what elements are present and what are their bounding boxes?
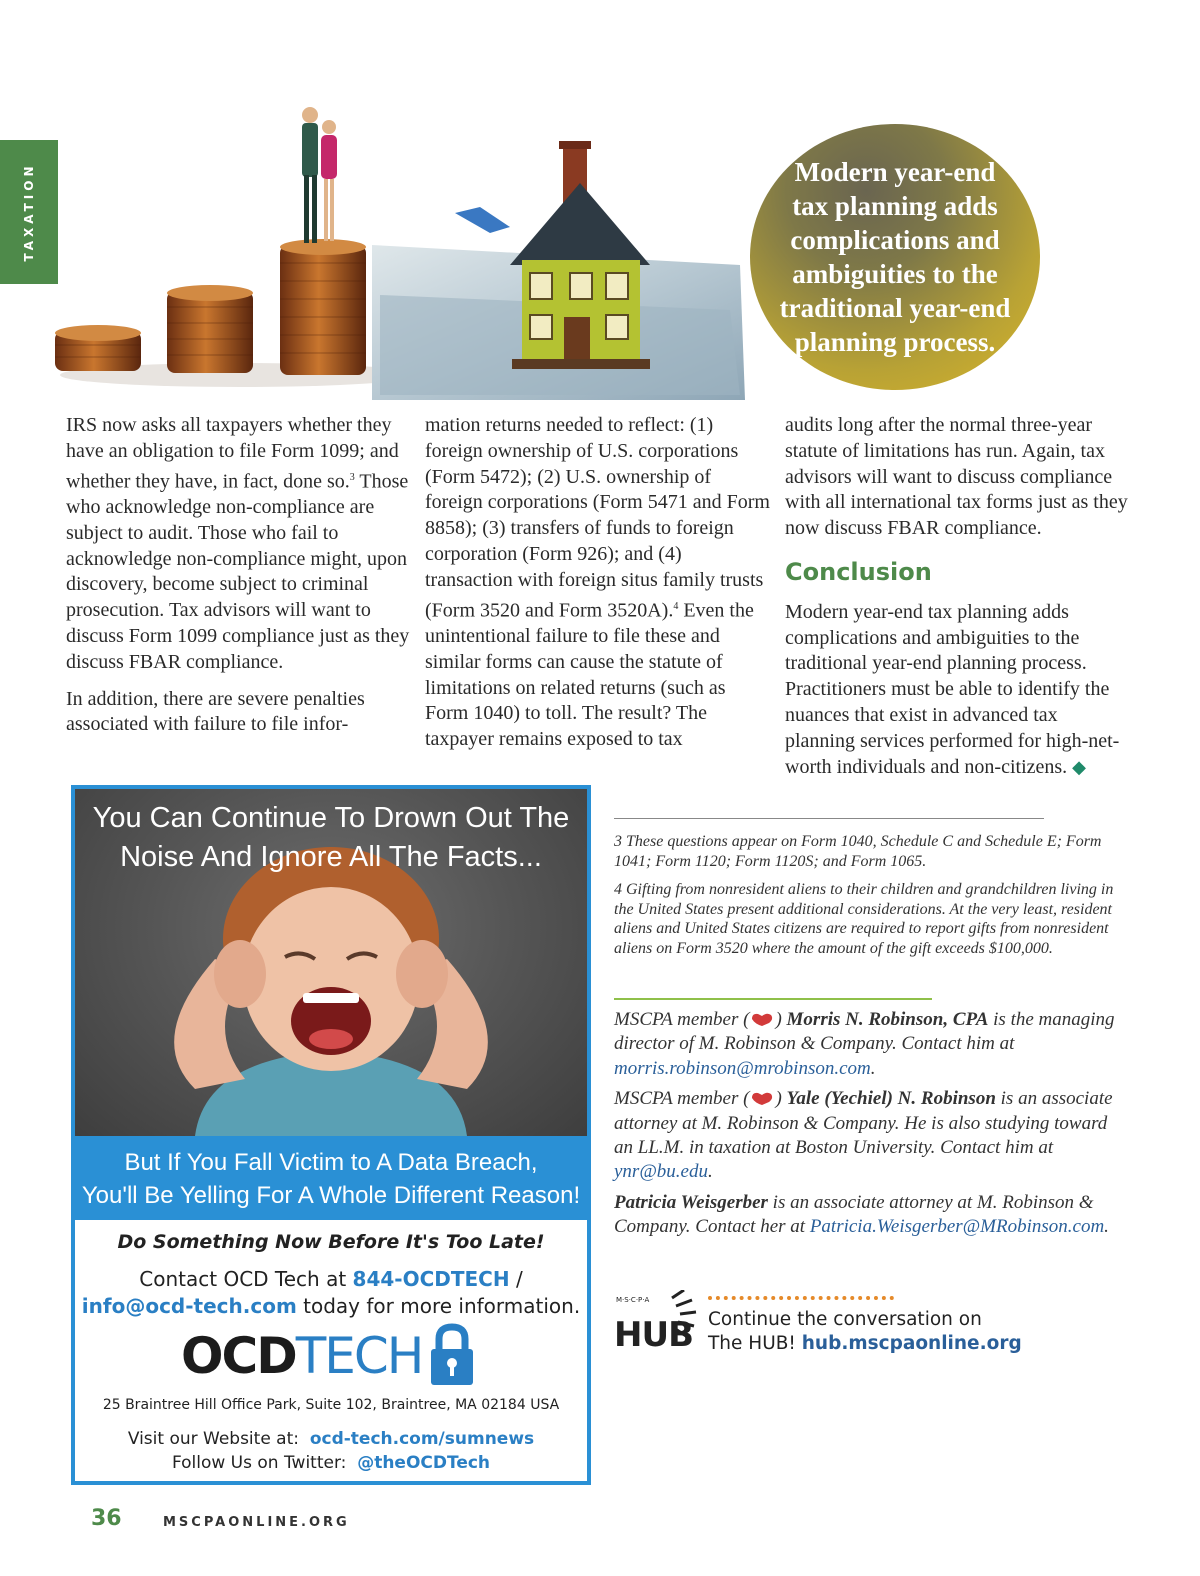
hub-dotted-rule [708, 1296, 894, 1304]
section-tab-label: TAXATION [22, 162, 36, 262]
paragraph: Modern year-end tax planning adds complications and ambiguities to the traditional year-end planning process. Practitioners must be able to identify the nuances that exist in advanced tax planning services performed for high-net-worth individuals and non-citizens. ◆ [785, 600, 1120, 778]
mscpa-hub-logo [614, 1290, 698, 1350]
paragraph: audits long after the normal three-year statute of limitations has run. Again, tax advisors will want to discuss compliance with all international tax forms just as they now discuss FBAR compliance. [785, 414, 1128, 540]
footnote-3: 3 These questions appear on Form 1040, Schedule C and Schedule E; Form 1041; Form 1120; Form 1120S; and Form 1065. [614, 833, 1102, 870]
bio-patricia-weisgerber: Patricia Weisgerber is an associate attorney at M. Robinson & Company. Contact her at Patricia.Weisgerber@MRobinson.com. [614, 1191, 1109, 1238]
pull-quote-text: Modern year-end tax planning adds complications and ambiguities to the traditional year-end planning process. [779, 157, 1011, 357]
ad-contact: Contact OCD Tech at 844-OCDTECH / info@ocd-tech.com today for more information. [81, 1267, 581, 1318]
member-hand-icon [749, 1089, 775, 1107]
hub-link[interactable]: hub.mscpaonline.org [801, 1333, 1022, 1354]
coins-house-image [50, 95, 750, 400]
article-column-1 [66, 413, 411, 749]
bio-morris-robinson: MSCPA member ( ) Morris N. Robinson, CPA is the managing director of M. Robinson & Company. Contact him at morris.robinson@mrobinson.com. [614, 1009, 1115, 1079]
paragraph: mation returns needed to reflect: (1) foreign ownership of U.S. corporations (Form 5472); (2) U.S. ownership of foreign corporations (Form 5471 and Form 8858); (3) transfers of funds to foreign corporation (Form 926); and (4) transaction with foreign situs family trusts (Form 3520 and Form 3520A).$^4$ Even the unintentional failure to file these and similar forms can cause the statute of limitations on related returns (such as Form 1040) to toll. The result? The taxpayer remains exposed to tax [425, 414, 770, 751]
footnote-4: 4 Gifting from nonresident aliens to their children and grandchildren living in the United States present additional considerations. At the very least, resident aliens and United States citizens are required to report gifts from nonresident aliens on Form 3520 where the amount of the gift exceeds $100,000. [614, 881, 1114, 957]
ad-twitter-link[interactable]: @theOCDTech [357, 1453, 491, 1473]
footer-site: MSCPAONLINE.ORG [163, 1515, 350, 1530]
patricia-email-link[interactable]: Patricia.Weisgerber@MRobinson.com [809, 1216, 1105, 1238]
ad-web-links: Visit our Website at: ocd-tech.com/sumnews Follow Us on Twitter: @theOCDTech [127, 1429, 535, 1473]
padlock-icon [429, 1323, 475, 1387]
section-heading-conclusion: Conclusion [785, 557, 932, 586]
hub-promo: Continue the conversation on The HUB! hub.mscpaonline.org [708, 1309, 1022, 1354]
article-column-3 [785, 413, 1130, 791]
article-column-2 [425, 413, 770, 764]
ocd-tech-advertisement[interactable] [71, 785, 591, 1485]
bio-divider [614, 998, 932, 1000]
footnote-ref[interactable]: 3 [349, 471, 355, 483]
paragraph: In addition, there are severe penalties associated with failure to file infor- [66, 687, 365, 736]
ad-phone-link[interactable]: 844-OCDTECH [352, 1267, 510, 1291]
ocd-tech-logo: OCDTECH [181, 1327, 423, 1385]
ad-address: 25 Braintree Hill Office Park, Suite 102, Braintree, MA 02184 USA [102, 1397, 560, 1413]
yale-email-link[interactable]: ynr@bu.edu [614, 1161, 708, 1183]
ad-headline: You Can Continue To Drown Out The Noise And Ignore All The Facts... [92, 802, 570, 873]
bio-yale-robinson: MSCPA member ( ) Yale (Yechiel) N. Robinson is an associate attorney at M. Robinson & Company. He is also studying toward an LL.M. in taxation at Boston University. Contact him at ynr@bu.edu. [614, 1088, 1113, 1183]
footnote-ref[interactable]: 4 [673, 600, 679, 612]
member-hand-icon [749, 1010, 775, 1028]
page-number: 36 [91, 1506, 122, 1531]
author-bios [614, 1008, 1124, 1246]
footnotes [614, 832, 1124, 968]
ad-call-to-action: Do Something Now Before It's Too Late! [117, 1231, 545, 1253]
ad-band-text: But If You Fall Victim to A Data Breach, You'll Be Yelling For A Whole Different Reason! [75, 1136, 587, 1220]
end-mark-icon: ◆ [1072, 756, 1087, 777]
hub-logo-small-text: M·S·C·P·A [616, 1296, 650, 1304]
paragraph: IRS now asks all taxpayers whether they have an obligation to file Form 1099; and whether they have, in fact, done so.$^3$ Those who acknowledge non-compliance are subject to audit. Those who fail to acknowledge non-compliance might, upon discovery, become subject to criminal prosecution. Tax advisors will want to discuss Form 1099 compliance just as they discuss FBAR compliance. [66, 414, 410, 673]
ad-website-link[interactable]: ocd-tech.com/sumnews [309, 1429, 535, 1449]
hub-logo-text: HUB [614, 1315, 693, 1350]
morris-email-link[interactable]: morris.robinson@mrobinson.com [614, 1057, 871, 1079]
ad-email-link[interactable]: info@ocd-tech.com [81, 1294, 297, 1318]
footnote-divider [614, 818, 1044, 819]
hero-illustration [50, 95, 750, 400]
pull-quote [750, 124, 1040, 390]
ad-photo-screaming-boy [75, 789, 587, 1136]
